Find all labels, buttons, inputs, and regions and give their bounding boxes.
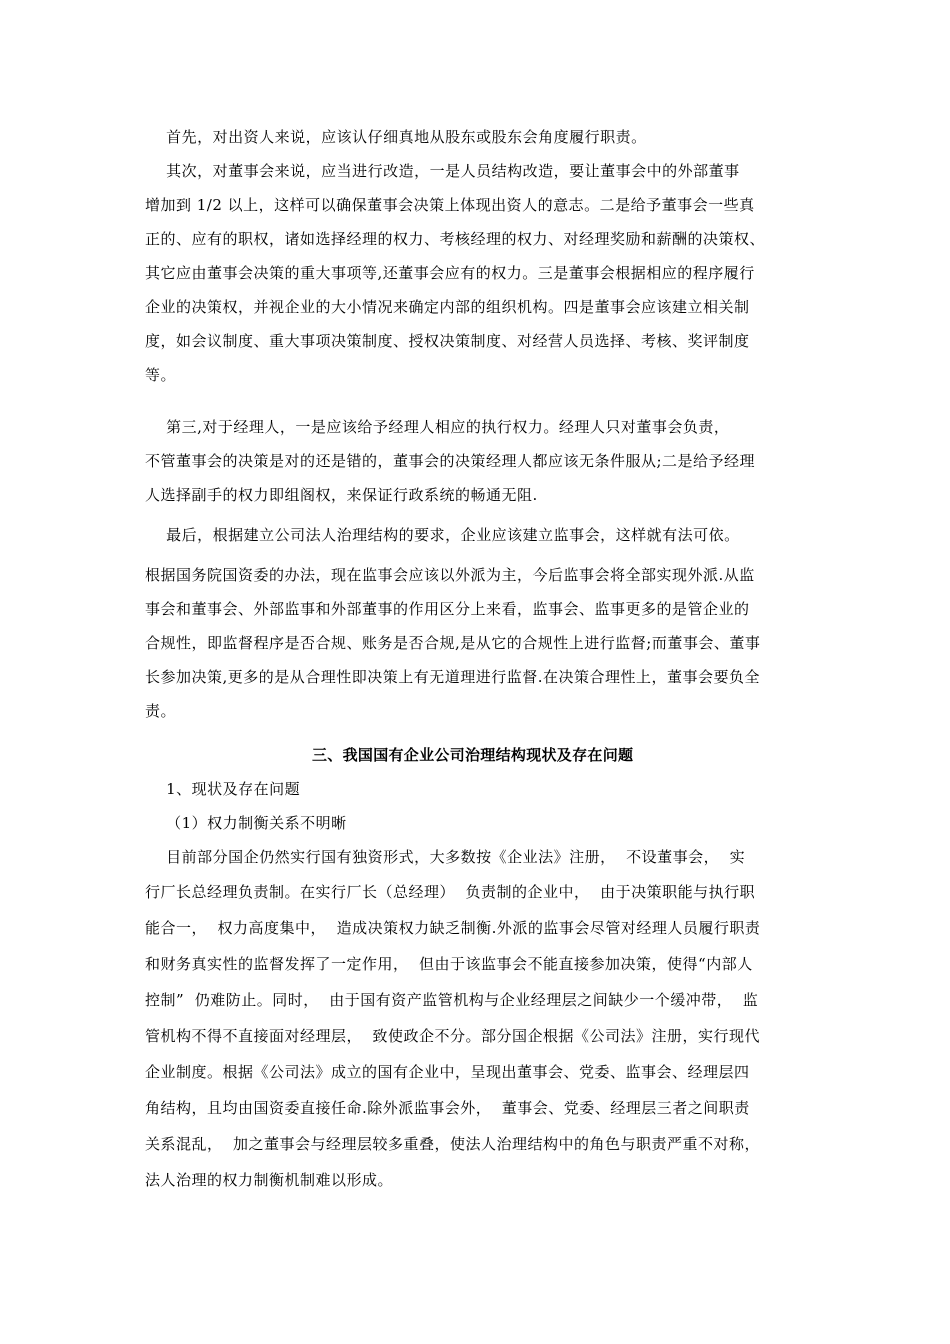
text-line: 最后，根据建立公司法人治理结构的要求，企业应该建立监事会，这样就有法可依。 bbox=[145, 526, 740, 544]
text-line: 等。 bbox=[145, 366, 177, 384]
text-line: 角结构，且均由国资委直接任命.除外派监事会外， 董事会、党委、经理层三者之间职责 bbox=[145, 1099, 750, 1117]
text-line: 长参加决策,更多的是从合理性即决策上有无道理进行监督.在决策合理性上，董事会要负全 bbox=[145, 668, 761, 686]
text-line: 管机构不得不直接面对经理层， 致使政企不分。部分国企根据《公司法》注册，实行现代 bbox=[145, 1027, 761, 1045]
text-line: 和财务真实性的监督发挥了一定作用， 但由于该监事会不能直接参加决策，使得“内部人 bbox=[145, 955, 753, 973]
text-line: 目前部分国企仍然实行国有独资形式，大多数按《企业法》注册， 不设董事会， 实 bbox=[145, 848, 746, 866]
text-line: 不管董事会的决策是对的还是错的，董事会的决策经理人都应该无条件服从;二是给予经理 bbox=[145, 452, 756, 470]
text-line: 能合一， 权力高度集中， 造成决策权力缺乏制衡.外派的监事会尽管对经理人员履行职责 bbox=[145, 919, 761, 937]
text-line: 人选择副手的权力即组阁权，来保证行政系统的畅通无阻. bbox=[145, 486, 538, 504]
text-line: （1）权力制衡关系不明晰 bbox=[145, 814, 347, 832]
text-line: 企业的决策权，并视企业的大小情况来确定内部的组织机构。四是董事会应该建立相关制 bbox=[145, 298, 750, 316]
text-line: 关系混乱， 加之董事会与经理层较多重叠，使法人治理结构中的角色与职责严重不对称， bbox=[145, 1135, 761, 1153]
section-heading: 三、我国国有企业公司治理结构现状及存在问题 bbox=[312, 746, 634, 764]
text-line: 法人治理的权力制衡机制难以形成。 bbox=[145, 1171, 394, 1189]
text-line: 事会和董事会、外部监事和外部董事的作用区分上来看，监事会、监事更多的是管企业的 bbox=[145, 600, 750, 618]
text-line: 合规性，即监督程序是否合规、账务是否合规,是从它的合规性上进行监督;而董事会、董事 bbox=[145, 634, 761, 652]
text-line: 1、现状及存在问题 bbox=[145, 780, 301, 798]
text-line: 企业制度。根据《公司法》成立的国有企业中，呈现出董事会、党委、监事会、经理层四 bbox=[145, 1063, 750, 1081]
text-line: 控制” 仍难防止。同时， 由于国有资产监管机构与企业经理层之间缺少一个缓冲带， 监 bbox=[145, 991, 759, 1009]
text-line: 度，如会议制度、重大事项决策制度、授权决策制度、对经营人员选择、考核、奖评制度 bbox=[145, 332, 750, 350]
text-line: 正的、应有的职权，诸如选择经理的权力、考核经理的权力、对经理奖励和薪酬的决策权、 bbox=[145, 230, 766, 248]
text-line: 行厂长总经理负责制。在实行厂长（总经理） 负责制的企业中， 由于决策职能与执行职 bbox=[145, 883, 756, 901]
text-line: 其它应由董事会决策的重大事项等,还董事会应有的权力。三是董事会根据相应的程序履行 bbox=[145, 264, 755, 282]
text-line: 责。 bbox=[145, 702, 177, 720]
text-line: 根据国务院国资委的办法，现在监事会应该以外派为主，今后监事会将全部实现外派.从监 bbox=[145, 566, 755, 584]
text-line: 首先，对出资人来说，应该认仔细真地从股东或股东会角度履行职责。 bbox=[145, 128, 647, 146]
text-line: 增加到 1/2 以上，这样可以确保董事会决策上体现出资人的意志。二是给予董事会一些真 bbox=[145, 196, 755, 214]
text-line: 其次，对董事会来说，应当进行改造，一是人员结构改造，要让董事会中的外部董事 bbox=[145, 162, 740, 180]
text-line: 第三,对于经理人，一是应该给予经理人相应的执行权力。经理人只对董事会负责， bbox=[145, 418, 730, 436]
